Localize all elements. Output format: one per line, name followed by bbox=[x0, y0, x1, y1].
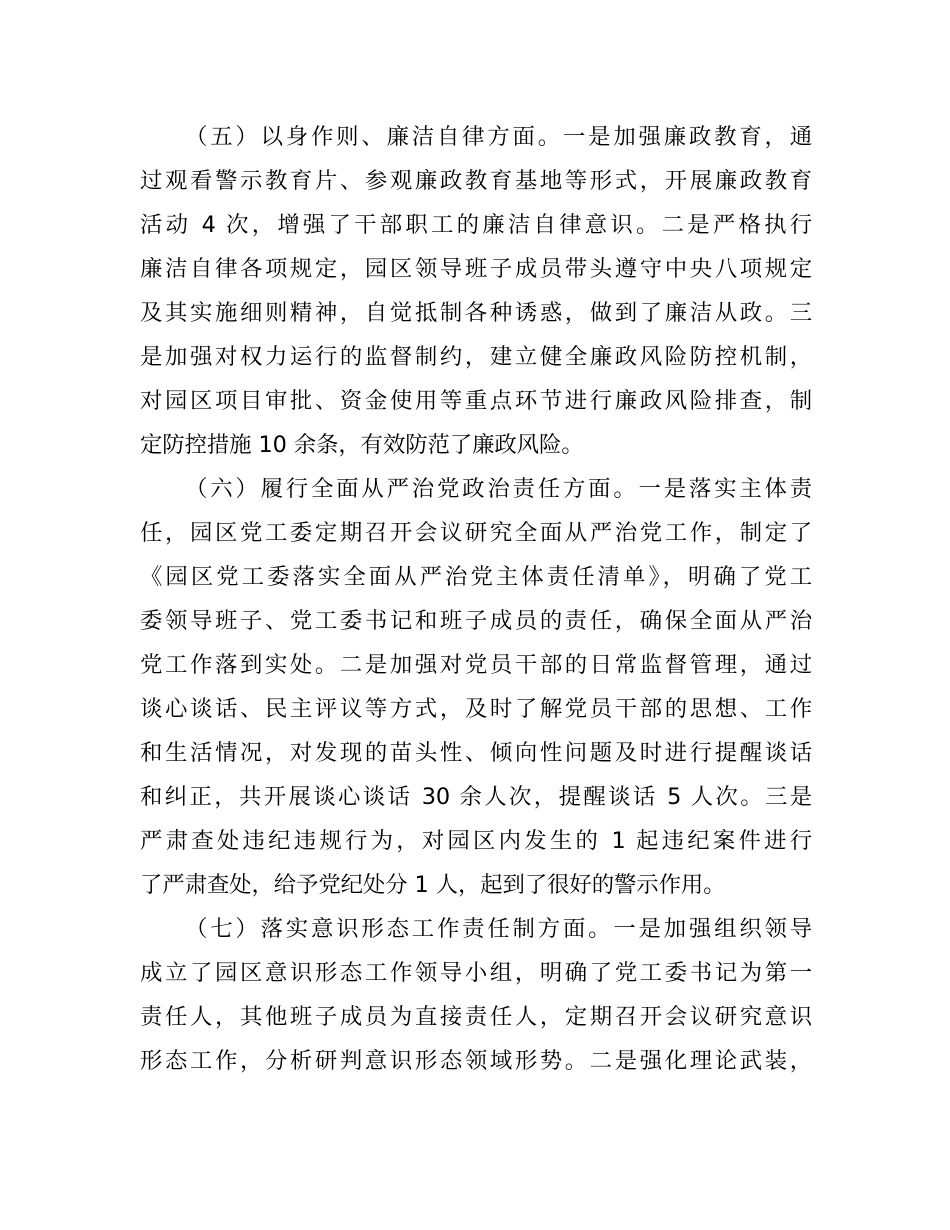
document-body bbox=[140, 115, 812, 1083]
paragraph-line: 定防控措施 10 余条，有效防范了廉政风险。 bbox=[140, 432, 584, 458]
paragraph-6 bbox=[140, 467, 812, 907]
paragraph-line: 及其实施细则精神，自觉抵制各种诱惑，做到了廉洁从政。三 bbox=[140, 300, 812, 326]
paragraph-line: （六）履行全面从严治党政治责任方面。一是落实主体责 bbox=[185, 476, 812, 502]
paragraph-line: 党工作落到实处。二是加强对党员干部的日常监督管理，通过 bbox=[140, 652, 812, 678]
paragraph-7 bbox=[140, 907, 812, 1083]
paragraph-line: 和生活情况，对发现的苗头性、倾向性问题及时进行提醒谈话 bbox=[140, 740, 812, 766]
paragraph-line: 谈心谈话、民主评议等方式，及时了解党员干部的思想、工作 bbox=[140, 696, 812, 722]
paragraph-line: （五）以身作则、廉洁自律方面。一是加强廉政教育，通 bbox=[185, 124, 812, 150]
paragraph-line: 成立了园区意识形态工作领导小组，明确了党工委书记为第一 bbox=[140, 960, 812, 986]
paragraph-line: 责任人，其他班子成员为直接责任人，定期召开会议研究意识 bbox=[140, 1004, 812, 1030]
paragraph-5 bbox=[140, 115, 812, 467]
paragraph-line: （七）落实意识形态工作责任制方面。一是加强组织领导 bbox=[185, 916, 812, 942]
paragraph-line: 廉洁自律各项规定，园区领导班子成员带头遵守中央八项规定 bbox=[140, 256, 812, 282]
paragraph-line: 了严肃查处，给予党纪处分 1 人，起到了很好的警示作用。 bbox=[140, 872, 726, 898]
paragraph-line: 是加强对权力运行的监督制约，建立健全廉政风险防控机制， bbox=[140, 344, 812, 370]
paragraph-line: 形态工作，分析研判意识形态领域形势。二是强化理论武装， bbox=[140, 1048, 812, 1074]
paragraph-line: 任，园区党工委定期召开会议研究全面从严治党工作，制定了 bbox=[140, 520, 812, 546]
paragraph-line: 委领导班子、党工委书记和班子成员的责任，确保全面从严治 bbox=[140, 608, 812, 634]
paragraph-line: 活动 4 次，增强了干部职工的廉洁自律意识。二是严格执行 bbox=[140, 212, 812, 238]
paragraph-line: 和纠正，共开展谈心谈话 30 余人次，提醒谈话 5 人次。三是 bbox=[140, 784, 812, 810]
paragraph-line: 严肃查处违纪违规行为，对园区内发生的 1 起违纪案件进行 bbox=[140, 828, 812, 854]
paragraph-line: 《园区党工委落实全面从严治党主体责任清单》，明确了党工 bbox=[140, 564, 812, 590]
paragraph-line: 过观看警示教育片、参观廉政教育基地等形式，开展廉政教育 bbox=[140, 168, 812, 194]
paragraph-line: 对园区项目审批、资金使用等重点环节进行廉政风险排查，制 bbox=[140, 388, 812, 414]
